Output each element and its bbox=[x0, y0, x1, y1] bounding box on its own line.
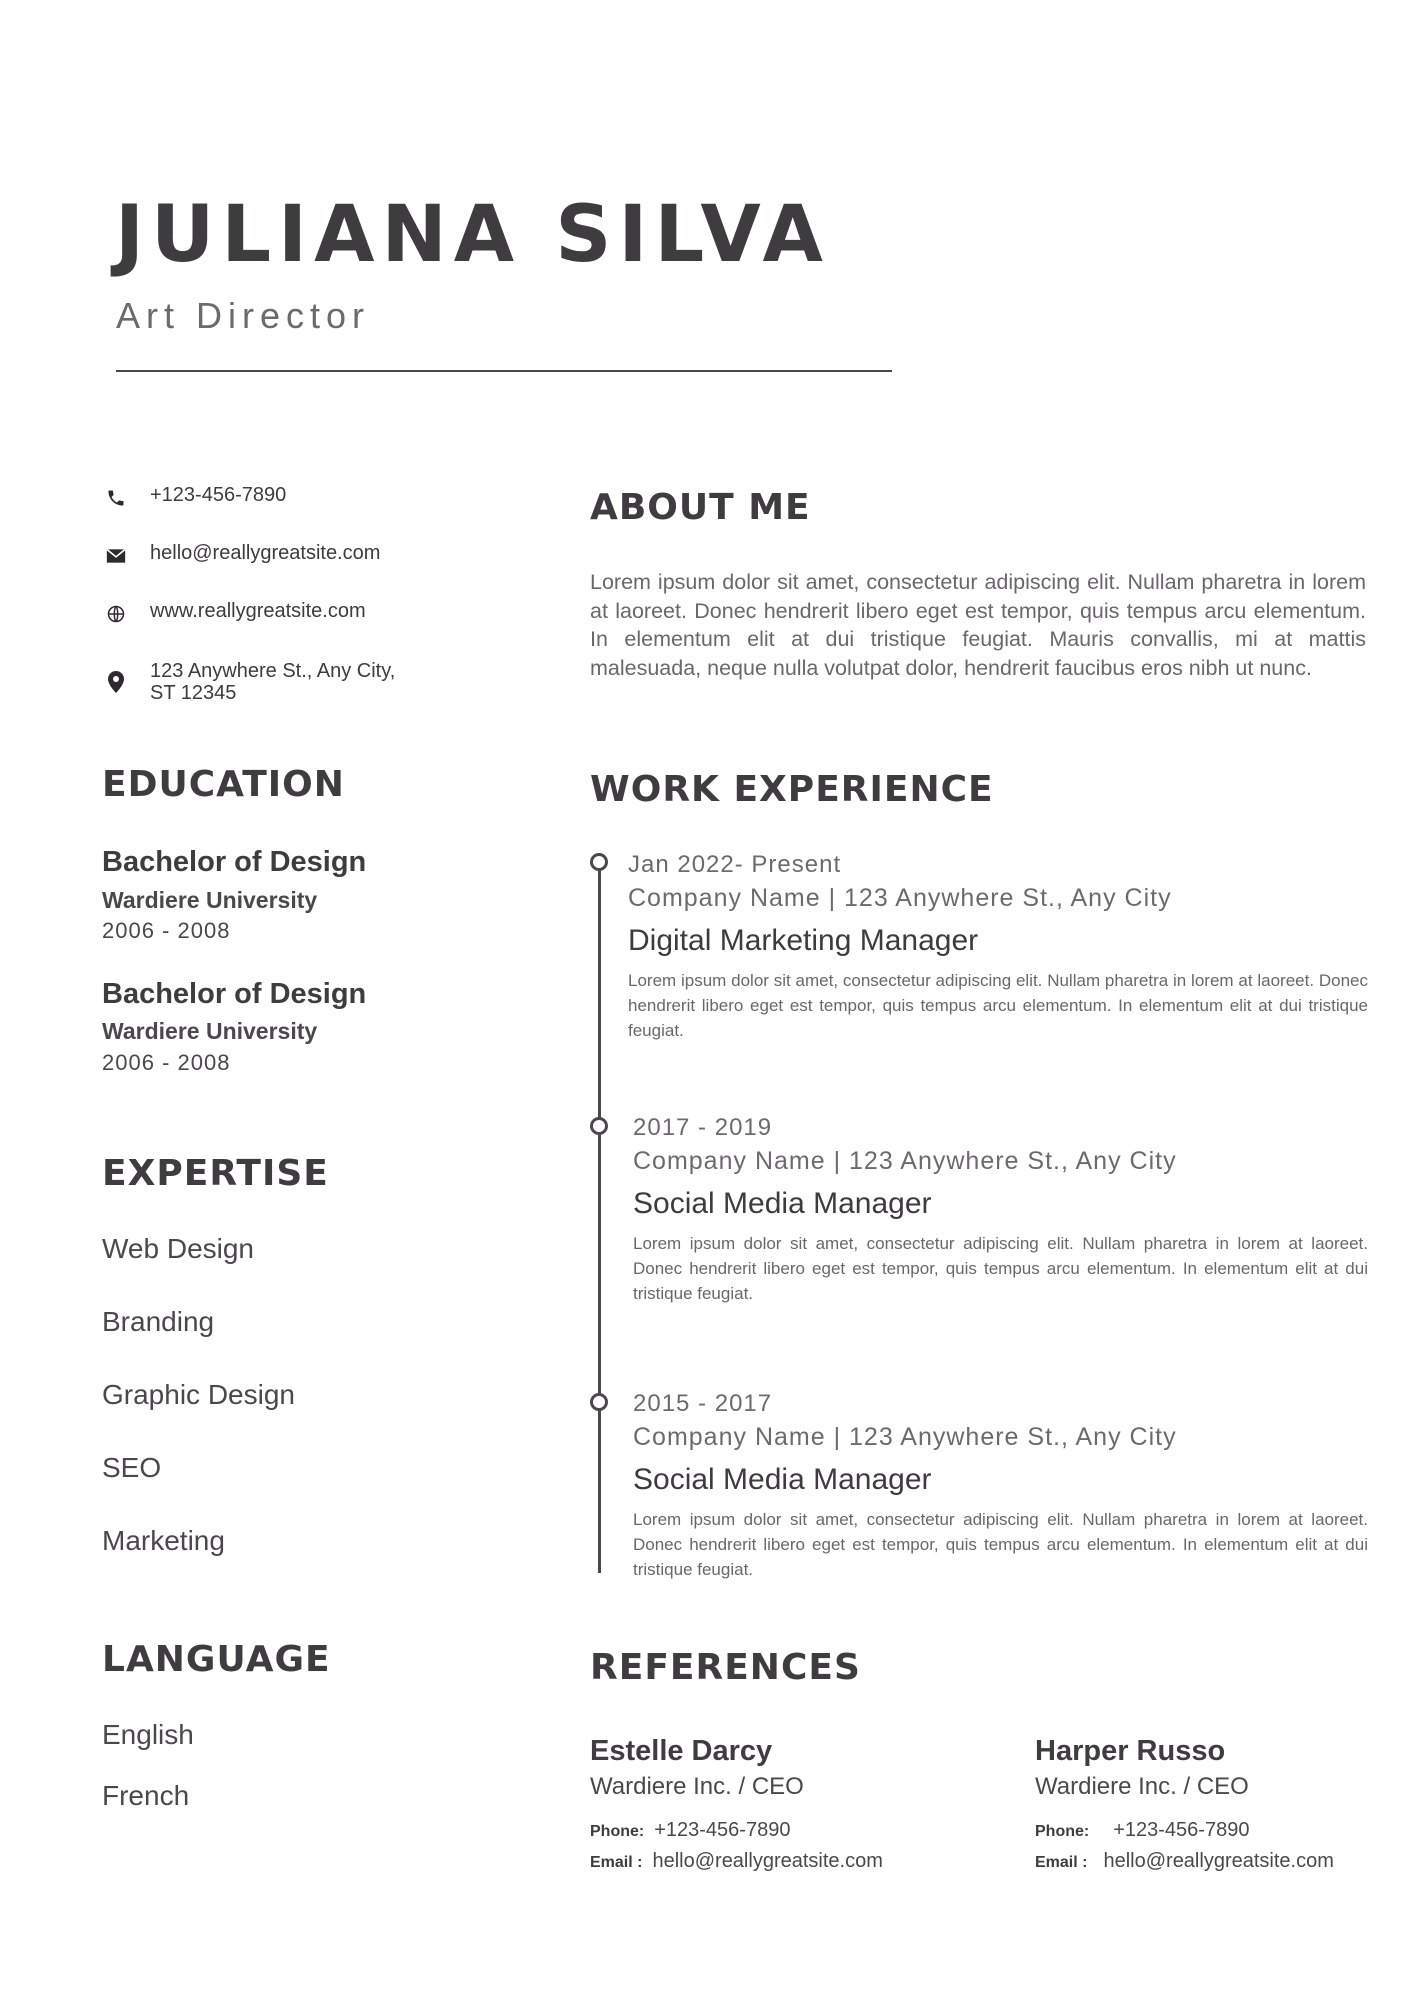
language-item: French bbox=[102, 1780, 190, 1811]
address-line-1: 123 Anywhere St., Any City, bbox=[150, 660, 396, 682]
timeline-dot bbox=[590, 1117, 608, 1135]
contact-email bbox=[102, 542, 380, 570]
job-company: Company Name | 123 Anywhere St., Any City bbox=[633, 1423, 1177, 1451]
reference-phone bbox=[1035, 1820, 1249, 1840]
phone-icon bbox=[102, 484, 130, 512]
expertise-item: Branding bbox=[102, 1306, 215, 1337]
email-label: Email : bbox=[590, 1854, 643, 1871]
globe-icon bbox=[102, 600, 130, 628]
language-item: English bbox=[102, 1719, 194, 1750]
expertise-item: Marketing bbox=[102, 1525, 225, 1556]
resume-role: Art Director bbox=[116, 295, 371, 336]
education-degree: Bachelor of Design bbox=[102, 978, 367, 1010]
address-text bbox=[150, 660, 395, 704]
contact-phone bbox=[102, 484, 286, 512]
job-company: Company Name | 123 Anywhere St., Any City bbox=[633, 1147, 1177, 1175]
reference-company: Wardiere Inc. / CEO bbox=[590, 1773, 804, 1800]
job-title: Social Media Manager bbox=[633, 1463, 932, 1496]
resume-name: JULIANA SILVA bbox=[115, 190, 830, 280]
expertise-item: Graphic Design bbox=[102, 1379, 295, 1410]
contact-website bbox=[102, 600, 366, 628]
expertise-item: Web Design bbox=[102, 1233, 255, 1264]
job-title: Digital Marketing Manager bbox=[628, 924, 979, 957]
reference-email bbox=[1035, 1851, 1334, 1871]
about-text: Lorem ipsum dolor sit amet, consectetur adipiscing elit. Nullam pharetra in lorem at laoreet. Donec hendrerit libero eget est tempor, quis tempus arcu elementum. In elementum elit at dui tristique feugiat. Mauris convallis, mi at mattis malesuada, neque nulla volutpat dolor, hendrerit faucibus eros nibh ut nunc. bbox=[590, 570, 1366, 680]
reference-name: Estelle Darcy bbox=[590, 1735, 773, 1767]
timeline-dot bbox=[590, 1393, 608, 1411]
timeline-line bbox=[598, 868, 601, 1573]
language-title: LANGUAGE bbox=[102, 1639, 331, 1680]
phone-text: +123-456-7890 bbox=[150, 484, 287, 506]
envelope-icon bbox=[102, 542, 130, 570]
reference-email-value[interactable]: hello@reallygreatsite.com bbox=[652, 1850, 883, 1872]
job-description: Lorem ipsum dolor sit amet, consectetur adipiscing elit. Nullam pharetra in lorem at laoreet. Donec hendrerit libero eget est tempor, quis tempus arcu elementum. In elementum elit at dui tristique feugiat. bbox=[633, 1234, 1368, 1303]
education-degree: Bachelor of Design bbox=[102, 846, 367, 878]
job-date: 2017 - 2019 bbox=[633, 1114, 773, 1141]
website-text[interactable]: www.reallygreatsite.com bbox=[150, 600, 366, 622]
education-years: 2006 - 2008 bbox=[102, 1050, 231, 1075]
job-date: Jan 2022- Present bbox=[628, 851, 842, 878]
work-experience-title: WORK EXPERIENCE bbox=[590, 769, 994, 810]
job-company: Company Name | 123 Anywhere St., Any City bbox=[628, 884, 1172, 912]
about-title: ABOUT ME bbox=[590, 487, 811, 528]
reference-phone-value: +123-456-7890 bbox=[654, 1819, 791, 1841]
contact-address bbox=[102, 660, 395, 704]
references-title: REFERENCES bbox=[590, 1647, 861, 1688]
phone-label: Phone: bbox=[590, 1823, 645, 1840]
education-title: EDUCATION bbox=[102, 764, 345, 805]
expertise-title: EXPERTISE bbox=[102, 1153, 329, 1194]
phone-label: Phone: bbox=[1035, 1823, 1090, 1840]
reference-phone bbox=[590, 1820, 790, 1840]
address-line-2: ST 12345 bbox=[150, 682, 237, 704]
job-description: Lorem ipsum dolor sit amet, consectetur adipiscing elit. Nullam pharetra in lorem at laoreet. Donec hendrerit libero eget est tempor, quis tempus arcu elementum. In elementum elit at dui tristique feugiat. bbox=[633, 1510, 1368, 1579]
timeline-dot bbox=[590, 853, 608, 871]
header-divider bbox=[116, 370, 892, 372]
job-title: Social Media Manager bbox=[633, 1187, 932, 1220]
job-date: 2015 - 2017 bbox=[633, 1390, 773, 1417]
expertise-item: SEO bbox=[102, 1452, 162, 1483]
education-school: Wardiere University bbox=[102, 887, 318, 913]
email-text[interactable]: hello@reallygreatsite.com bbox=[150, 542, 381, 564]
reference-email bbox=[590, 1851, 883, 1871]
education-years: 2006 - 2008 bbox=[102, 918, 231, 943]
email-label: Email : bbox=[1035, 1854, 1088, 1871]
reference-company: Wardiere Inc. / CEO bbox=[1035, 1773, 1249, 1800]
reference-name: Harper Russo bbox=[1035, 1735, 1226, 1767]
job-description: Lorem ipsum dolor sit amet, consectetur adipiscing elit. Nullam pharetra in lorem at laoreet. Donec hendrerit libero eget est tempor, quis tempus arcu elementum. In elementum elit at dui tristique feugiat. bbox=[628, 971, 1368, 1040]
reference-phone-value: +123-456-7890 bbox=[1113, 1819, 1250, 1841]
reference-email-value[interactable]: hello@reallygreatsite.com bbox=[1103, 1850, 1334, 1872]
map-pin-icon bbox=[102, 660, 130, 704]
education-school: Wardiere University bbox=[102, 1018, 318, 1044]
